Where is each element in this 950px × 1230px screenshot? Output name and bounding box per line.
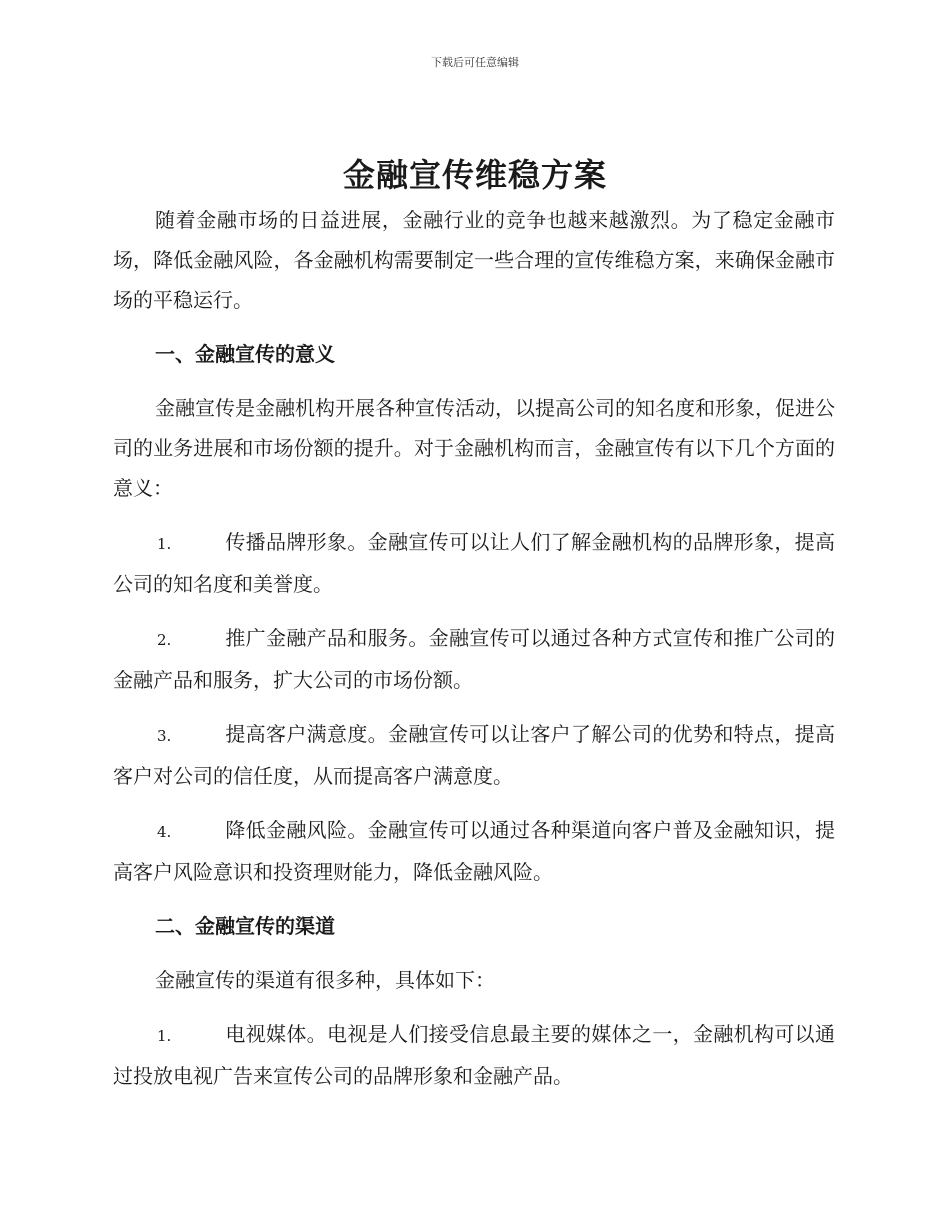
document-title: 金融宣传维稳方案 bbox=[342, 156, 607, 194]
list-item-text: 提高客户满意度。金融宣传可以让客户了解公司的优势和特点，提高客户对公司的信任度，从而提高客户满意度。 bbox=[113, 722, 835, 788]
list-item-text: 电视媒体。电视是人们接受信息最主要的媒体之一，金融机构可以通过投放电视广告来宣传公司的品牌形象和金融产品。 bbox=[113, 1022, 835, 1088]
intro-paragraph: 随着金融市场的日益进展，金融行业的竞争也越来越激烈。为了稳定金融市场，降低金融风险，各金融机构需要制定一些合理的宣传维稳方案，来确保金融市场的平稳运行。 bbox=[113, 208, 835, 312]
list-item-number: 1. bbox=[157, 1027, 172, 1045]
section-2-heading: 二、金融宣传的渠道 bbox=[155, 914, 335, 938]
list-item-number: 2. bbox=[157, 631, 172, 649]
list-item-text: 降低金融风险。金融宣传可以通过各种渠道向客户普及金融知识，提高客户风险意识和投资理财能力，降低金融风险。 bbox=[113, 818, 835, 884]
section-1-heading: 一、金融宣传的意义 bbox=[155, 342, 335, 366]
section-2-paragraph: 金融宣传的渠道有很多种，具体如下： bbox=[155, 968, 495, 992]
list-item bbox=[113, 810, 835, 892]
list-item bbox=[113, 618, 835, 700]
list-item bbox=[113, 1014, 835, 1096]
list-item-number: 3. bbox=[157, 727, 172, 745]
list-item-text: 推广金融产品和服务。金融宣传可以通过各种方式宣传和推广公司的金融产品和服务，扩大公司的市场份额。 bbox=[113, 626, 835, 692]
list-item-number: 1. bbox=[157, 535, 172, 553]
list-item bbox=[113, 522, 835, 604]
list-item-text: 传播品牌形象。金融宣传可以让人们了解金融机构的品牌形象，提高公司的知名度和美誉度。 bbox=[113, 530, 835, 596]
header-note: 下载后可任意编辑 bbox=[431, 56, 519, 69]
document-body bbox=[113, 200, 835, 1110]
list-item bbox=[113, 714, 835, 796]
list-item-number: 4. bbox=[157, 823, 172, 841]
section-1-paragraph: 金融宣传是金融机构开展各种宣传活动，以提高公司的知名度和形象，促进公司的业务进展和市场份额的提升。对于金融机构而言，金融宣传有以下几个方面的意义： bbox=[113, 396, 835, 500]
